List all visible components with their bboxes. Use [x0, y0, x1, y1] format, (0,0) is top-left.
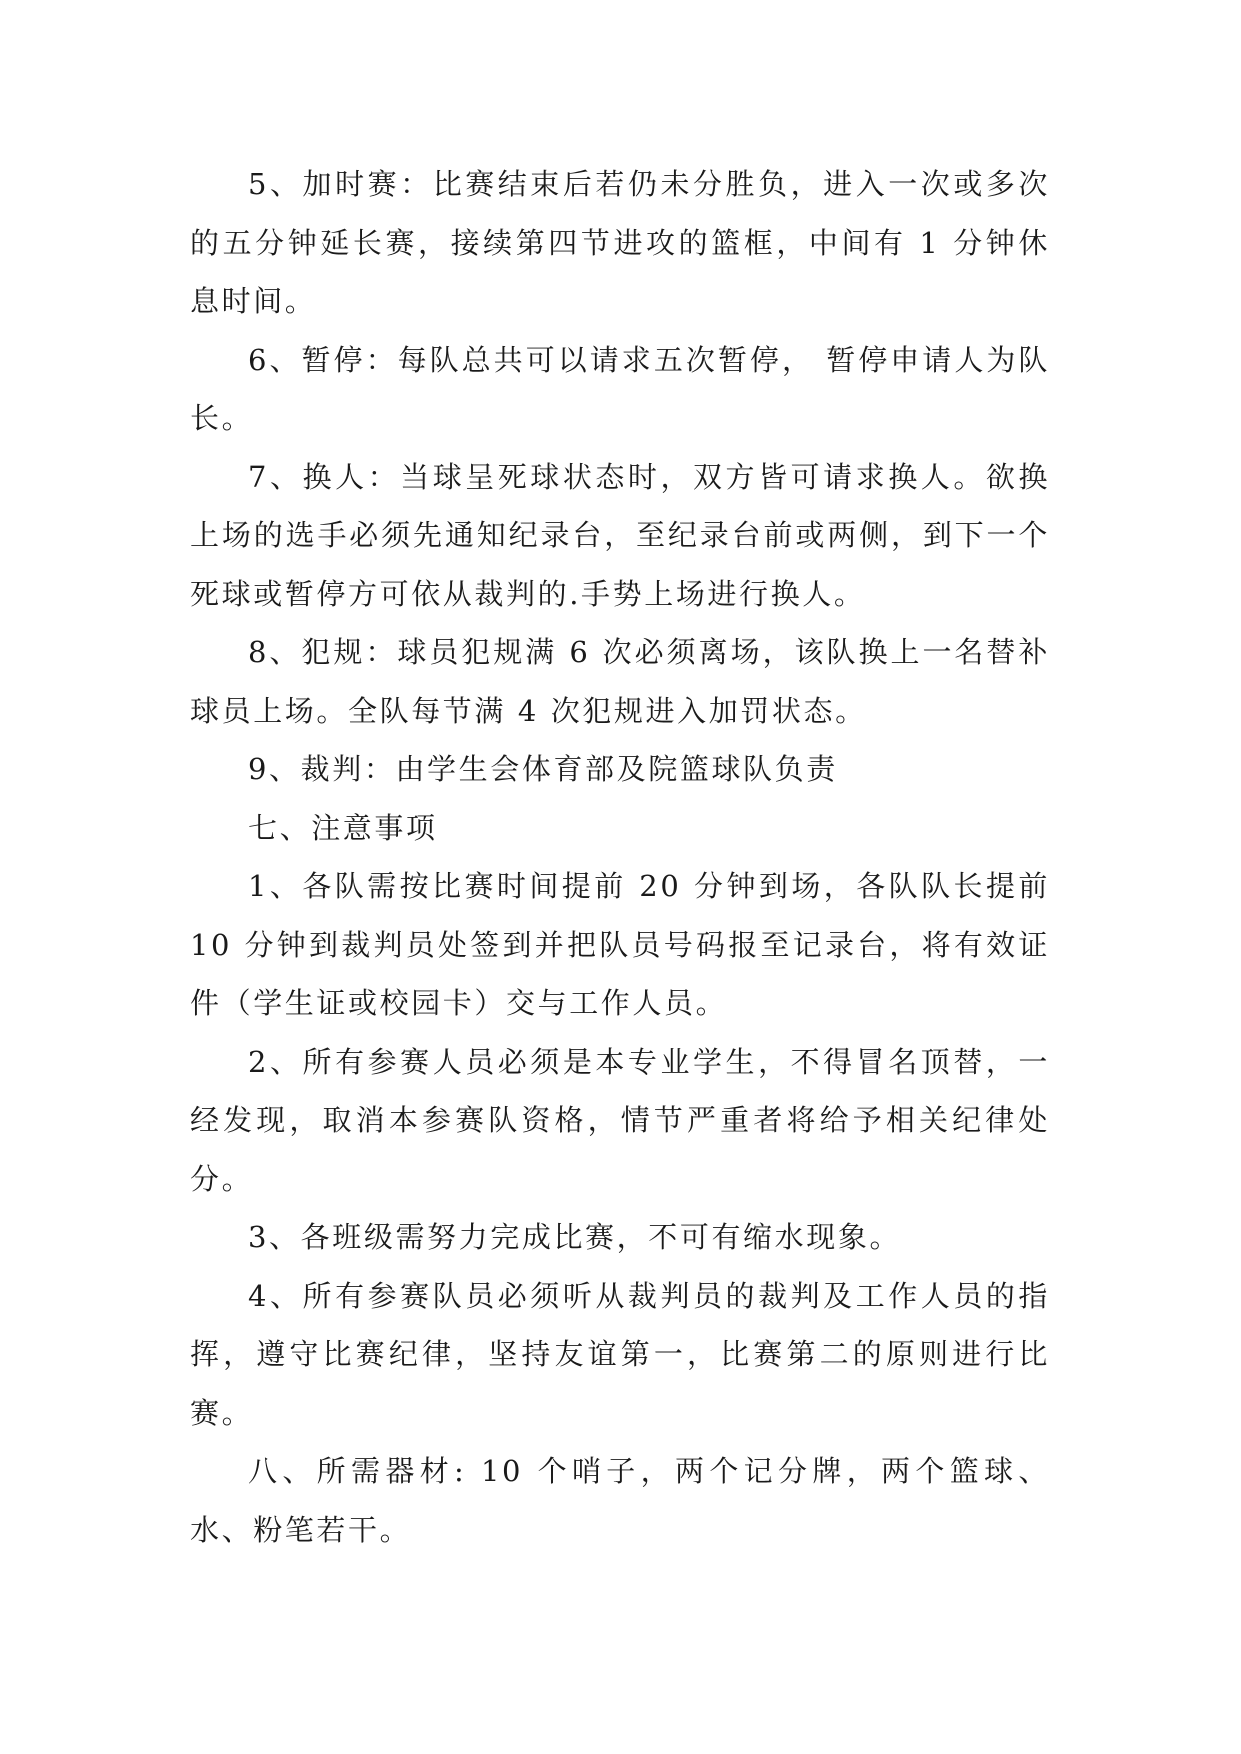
rule-overtime-paragraph: 5、加时赛：比赛结束后若仍未分胜负，进入一次或多次的五分钟延长赛，接续第四节进攻的篮框，中间有 1 分钟休息时间。 — [190, 167, 1050, 318]
section-heading-notes: 七、注意事项 — [248, 810, 438, 845]
section-equipment-paragraph: 八、所需器材: 10 个哨子，两个记分牌，两个篮球、水、粉笔若干。 — [190, 1454, 1050, 1547]
rule-substitution-paragraph: 7、换人：当球呈死球状态时，双方皆可请求换人。欲换上场的选手必须先通知纪录台，至纪录台前或两侧，到下一个死球或暂停方可依从裁判的.手势上场进行换人。 — [190, 459, 1050, 611]
note-eligibility-paragraph: 2、所有参赛人员必须是本专业学生，不得冒名顶替，一经发现，取消本参赛队资格，情节严重者将给予相关纪律处分。 — [190, 1044, 1050, 1196]
rule-timeout-paragraph: 6、暂停：每队总共可以请求五次暂停， 暂停申请人为队长。 — [190, 342, 1050, 435]
note-completion-paragraph: 3、各班级需努力完成比赛，不可有缩水现象。 — [248, 1220, 902, 1254]
note-arrival-paragraph: 1、各队需按比赛时间提前 20 分钟到场，各队队长提前10 分钟到裁判员处签到并把队员号码报至记录台，将有效证件（学生证或校园卡）交与工作人员。 — [190, 869, 1050, 1020]
document-body — [190, 155, 1050, 1559]
note-conduct-paragraph: 4、所有参赛队员必须听从裁判员的裁判及工作人员的指挥，遵守比赛纪律，坚持友谊第一，比赛第二的原则进行比赛。 — [190, 1278, 1050, 1430]
rule-foul-paragraph: 8、犯规：球员犯规满 6 次必须离场，该队换上一名替补球员上场。全队每节满 4 次犯规进入加罚状态。 — [190, 635, 1050, 728]
rule-referee-paragraph: 9、裁判：由学生会体育部及院篮球队负责 — [248, 752, 838, 786]
